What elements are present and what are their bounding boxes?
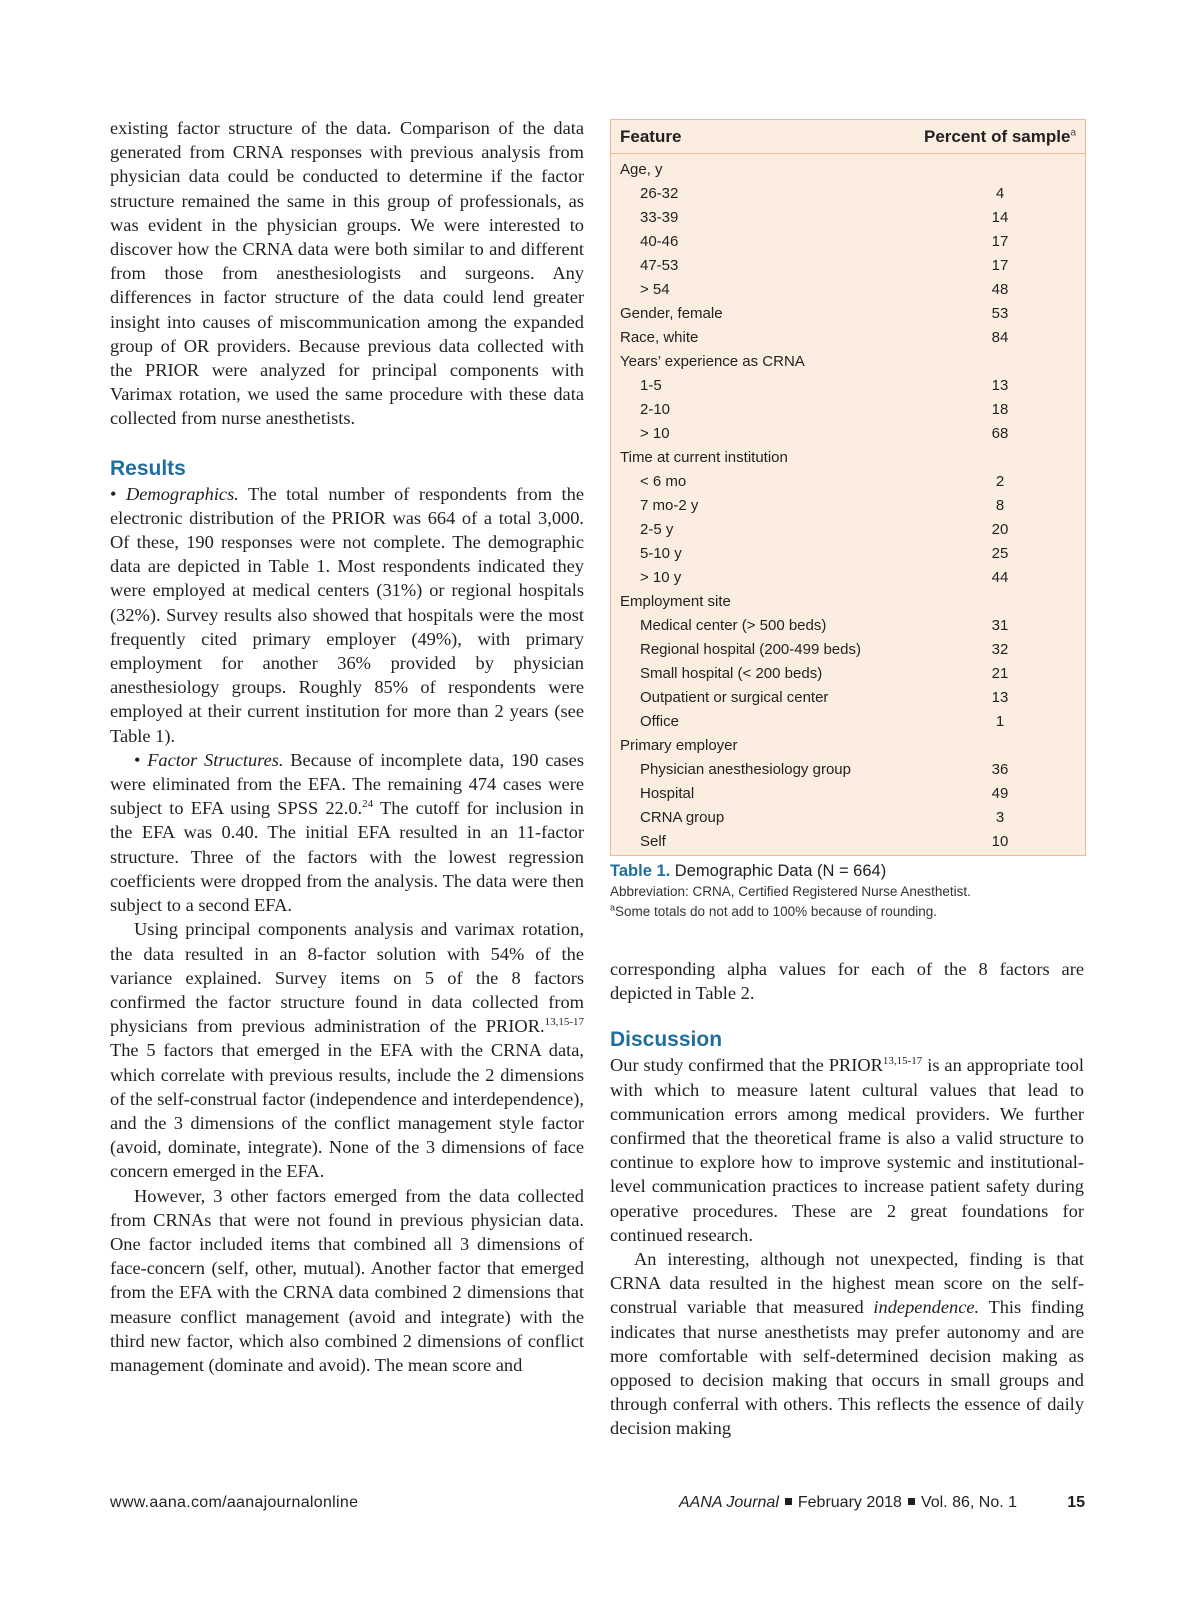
- row-label: Primary employer: [620, 736, 738, 754]
- journal-citation: [679, 1494, 1017, 1512]
- right-text-column: [610, 957, 1084, 1441]
- factor-structures-paragraph: • Factor Structures. Because of incomplete data, 190 cases were eliminated from the EFA. The remaining 474 cases were subject to EFA using SPSS 22.0.24 The cutoff for inclusion in the EFA was 0.40. The initial EFA resulted in an 11-factor structure. Three of the factors with the lowest regression coefficients were dropped from the analysis. The data were then subject to a second EFA.: [110, 749, 584, 916]
- continuation-paragraph: corresponding alpha values for each of the 8 factors are depicted in Table 2.: [610, 959, 1084, 1004]
- row-label: 2-5 y: [640, 520, 674, 538]
- row-label: Small hospital (< 200 beds): [640, 664, 823, 682]
- row-value: 31: [991, 616, 1009, 634]
- interesting-text-cont: This finding indicates that nurse anesthetists may prefer autonomy and are more comfortable with self-determined decision making as opposed to decision making that occurs in small groups and through conferral with others. This reflects the essence of daily decision making: [610, 1297, 1084, 1439]
- table-body: [611, 154, 1085, 855]
- row-value: 53: [991, 304, 1009, 322]
- row-label: Time at current institution: [620, 448, 788, 466]
- row-label: > 10 y: [640, 568, 682, 586]
- table-row: [611, 781, 1085, 805]
- table-row: [611, 709, 1085, 733]
- row-value: 13: [991, 688, 1009, 706]
- row-value: 25: [991, 544, 1009, 562]
- table-row: [611, 349, 1085, 373]
- table-row: [611, 613, 1085, 637]
- row-label: Race, white: [620, 328, 699, 346]
- table-row: [611, 205, 1085, 229]
- journal-name: AANA Journal: [678, 1494, 779, 1511]
- citation-sup: 13,15-17: [882, 1055, 923, 1068]
- row-value: 32: [991, 640, 1009, 658]
- row-value: 20: [991, 520, 1009, 538]
- volume-number: Vol. 86, No. 1: [920, 1494, 1017, 1511]
- footnote: [610, 902, 1090, 922]
- row-value: 84: [991, 328, 1009, 346]
- row-label: CRNA group: [640, 808, 725, 826]
- row-label: > 10: [640, 424, 670, 442]
- demographics-paragraph: • Demographics. The total number of respondents from the electronic distribution of the PRIOR was 664 of a total 3,000. Of these, 190 responses were not complete. The demographic data are depicted in Table 1. Most respondents indicated they were employed at medical centers (31%) or regional hospitals (32%). Survey results also showed that hospitals were the most frequently cited primary employer (49%), with primary employment for another 36% provided by physician anesthesiology groups. Roughly 85% of respondents were employed at their current institution for more than 2 years (see Table 1).: [110, 483, 584, 746]
- demographics-label: Demographics.: [125, 483, 239, 504]
- table-row: [611, 685, 1085, 709]
- row-value: 18: [991, 400, 1009, 418]
- row-label: Physician anesthesiology group: [640, 760, 851, 778]
- footnote-text: Some totals do not add to 100% because of rounding.: [615, 904, 937, 919]
- table-row: [611, 661, 1085, 685]
- row-label: Employment site: [620, 592, 731, 610]
- factor-text: Because of incomplete data, 190 cases were eliminated from the EFA. The remaining 474 cases were subject to EFA using SPSS 22.0.: [110, 749, 584, 819]
- row-label: Regional hospital (200-499 beds): [640, 640, 861, 658]
- pca-text: Using principal components analysis and varimax rotation, the data resulted in an 8-factor solution with 54% of the variance explained. Survey items on 5 of the 8 factors confirmed the factor structure found in data collected from physicians from previous administration of the PRIOR.: [110, 919, 584, 1037]
- interesting-text: An interesting, although not unexpected, finding is that CRNA data resulted in the highest mean score on the self-construal variable that measured: [610, 1249, 1084, 1318]
- row-value: 17: [991, 232, 1009, 250]
- journal-url[interactable]: www.aana.com/aanajournalonline: [110, 1494, 359, 1511]
- row-value: 44: [991, 568, 1009, 586]
- table-row: [611, 301, 1085, 325]
- left-text-column: [110, 116, 584, 1377]
- table-row: [611, 589, 1085, 613]
- table-row: [611, 445, 1085, 469]
- row-label: 1-5: [640, 376, 662, 394]
- row-value: 68: [991, 424, 1009, 442]
- row-value: 17: [991, 256, 1009, 274]
- table-row: [611, 469, 1085, 493]
- abbreviation-note: Abbreviation: CRNA, Certified Registered Nurse Anesthetist.: [610, 884, 971, 899]
- row-label: Medical center (> 500 beds): [640, 616, 827, 634]
- row-label: Office: [640, 712, 679, 730]
- table-row: [611, 541, 1085, 565]
- table-row: [611, 565, 1085, 589]
- row-label: 40-46: [640, 232, 679, 250]
- row-value: 13: [991, 376, 1009, 394]
- row-label: < 6 mo: [640, 472, 687, 490]
- table-row: [611, 517, 1085, 541]
- issue-date: February 2018: [797, 1494, 902, 1511]
- row-label: Age, y: [620, 160, 663, 178]
- demographics-text: The total number of respondents from the electronic distribution of the PRIOR was 664 of a total 3,000. Of these, 190 responses were not complete. The demographic data are depicted in Table 1. Most respondents indicated they were employed at medical centers (31%) or regional hospitals (32%). Survey results also showed that hospitals were the most frequently cited primary employer (49%), with primary employment for another 36% provided by physician anesthesiology groups. Roughly 85% of respondents were employed at their current institution for more than 2 years (see Table 1).: [110, 483, 584, 746]
- row-label: Gender, female: [620, 304, 723, 322]
- pca-paragraph: [110, 917, 584, 1183]
- table-row: [611, 229, 1085, 253]
- table-row: [611, 157, 1085, 181]
- table-caption: [610, 860, 1090, 922]
- row-value: 8: [995, 496, 1005, 514]
- however-paragraph: However, 3 other factors emerged from the data collected from CRNAs that were not found in previous physician data. One factor included items that combined all 3 dimensions of face-concern (self, other, mutual). Another factor that emerged from the EFA with the CRNA data combined 2 dimensions that measure conflict management (avoid and integrate) with the third new factor, which also combined 2 dimensions of conflict management (dominate and avoid). The mean score and: [110, 1185, 584, 1375]
- intro-paragraph: existing factor structure of the data. Comparison of the data generated from CRNA responses with previous analysis from physician data could be conducted to determine if the factor structure remained the same in this group of professionals, as was evident in the physician groups. We were interested to discover how the CRNA data were both similar to and different from those from anesthesiologists and surgeons. Any differences in factor structure of the data could lend greater insight into causes of miscommunication among the expanded group of OR providers. Because previous data collected with the PRIOR were analyzed for principal components with Varimax rotation, we used the same procedure with these data collected from nurse anesthetists.: [110, 118, 584, 429]
- caption-title: [610, 860, 1090, 882]
- interesting-paragraph: [610, 1247, 1084, 1441]
- results-heading: Results: [110, 456, 186, 480]
- row-value: 4: [995, 184, 1005, 202]
- citation-sup: 13,15-17: [544, 1015, 584, 1028]
- table-row: [611, 373, 1085, 397]
- table-row: [611, 829, 1085, 853]
- row-value: 49: [991, 784, 1009, 802]
- table-row: [611, 253, 1085, 277]
- caption-title-text: Demographic Data (N = 664): [670, 862, 887, 880]
- pca-text-cont: The 5 factors that emerged in the EFA with the CRNA data, which correlate with previous results, include the 2 dimensions of the self-construal factor (independence and interdependence), and the 3 dimensions of the conflict management style factor (avoid, dominate, integrate). None of the 3 dimensions of face concern emerged in the EFA.: [110, 1040, 584, 1182]
- discussion-text-cont: is an appropriate tool with which to measure latent cultural values that lead to communication errors among medical providers. We further confirmed that the theoretical frame is also a valid structure to continue to explore how to improve systemic and institutional-level communication practices to increase patient safety during operative procedures. These are 2 great foundations for continued research.: [610, 1055, 1084, 1245]
- row-label: Self: [640, 832, 666, 850]
- row-value: 14: [991, 208, 1009, 226]
- row-label: Outpatient or surgical center: [640, 688, 829, 706]
- row-value: 2: [995, 472, 1005, 490]
- row-label: Years’ experience as CRNA: [620, 352, 805, 370]
- table-row: [611, 637, 1085, 661]
- row-label: 47-53: [640, 256, 679, 274]
- citation-sup: 24: [362, 798, 374, 811]
- header-footnote-mark: a: [1070, 126, 1076, 138]
- discussion-text: Our study confirmed that the PRIOR: [610, 1055, 883, 1076]
- demographic-table: [610, 119, 1086, 856]
- table-row: [611, 805, 1085, 829]
- factor-text-cont: The cutoff for inclusion in the EFA was 0.40. The initial EFA resulted in an 11-factor structure. Three of the factors with the lowest regression coefficients were dropped from the analysis. The data were then subject to a second EFA.: [110, 798, 584, 916]
- header-percent-text: Percent of sample: [923, 126, 1071, 146]
- table-row: [611, 181, 1085, 205]
- table-row: [611, 277, 1085, 301]
- table-header: [611, 120, 1085, 154]
- row-label: 2-10: [640, 400, 671, 418]
- table-row: [611, 733, 1085, 757]
- table-row: [611, 325, 1085, 349]
- interesting-emphasis: independence.: [873, 1297, 980, 1318]
- row-value: 3: [995, 808, 1005, 826]
- bullet-icon: [908, 1498, 915, 1505]
- caption-label: Table 1.: [610, 862, 671, 880]
- table-row: [611, 397, 1085, 421]
- row-label: Hospital: [640, 784, 695, 802]
- factor-structures-label: Factor Structures.: [147, 749, 284, 770]
- row-value: 48: [991, 280, 1009, 298]
- table-row: [611, 421, 1085, 445]
- bullet-icon: [785, 1498, 792, 1505]
- discussion-paragraph: [610, 1053, 1084, 1247]
- table-row: [611, 757, 1085, 781]
- row-value: 36: [991, 760, 1009, 778]
- table-row: [611, 493, 1085, 517]
- row-value: 10: [991, 832, 1009, 850]
- row-label: 7 mo-2 y: [640, 496, 699, 514]
- row-label: 26-32: [640, 184, 679, 202]
- page-number: 15: [1067, 1494, 1085, 1511]
- row-label: 5-10 y: [640, 544, 682, 562]
- row-value: 21: [991, 664, 1009, 682]
- header-feature: Feature: [620, 126, 682, 146]
- row-label: 33-39: [640, 208, 679, 226]
- discussion-heading: Discussion: [610, 1028, 723, 1052]
- footnote-mark: a: [610, 902, 616, 913]
- header-percent: [924, 127, 1076, 147]
- row-value: 1: [995, 712, 1005, 730]
- row-label: > 54: [640, 280, 670, 298]
